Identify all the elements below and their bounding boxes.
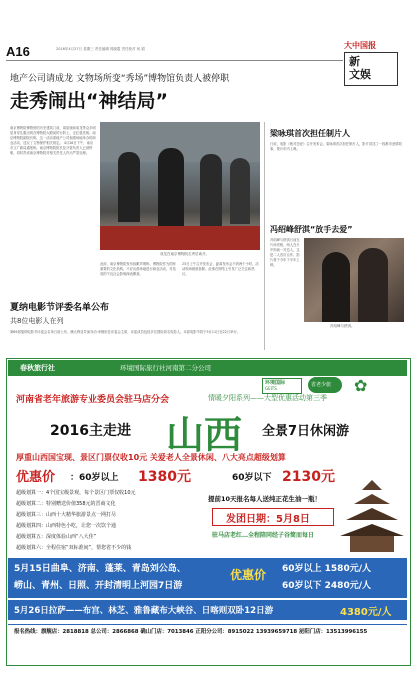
row1-price2: 60岁以下 2480元/人 bbox=[282, 581, 371, 591]
bullet-item: 超级划算三：山西十大精华旅游景点一网打尽 bbox=[16, 512, 117, 518]
lead-body-2: 4月26日下午，南京市文广新局通报称，南京博物院院长及分管负责人已被停职，同时责成南京博物院对相关责任人作出严肃处理。 bbox=[10, 141, 94, 155]
promo-label: 优惠价 bbox=[16, 470, 56, 485]
bullet-item: 超级划算四：山西特色小吃，让您一次饮个通 bbox=[16, 523, 117, 529]
org-name: 河南省老年旅游专业委员会驻马店分会 bbox=[16, 395, 170, 405]
right-col-divider bbox=[264, 122, 265, 350]
highlights: 厚重山西国宝现、景区门票仅收10元 关爱老人全景休闲、八大亮点超级划算 bbox=[16, 453, 286, 462]
price2-label: 60岁以下 bbox=[232, 473, 272, 483]
geits-logo bbox=[262, 378, 302, 394]
photo-figure bbox=[118, 152, 140, 222]
photo-figure bbox=[200, 154, 222, 226]
bullet-item: 超级划算五：深度体验山西“八大佳” bbox=[16, 534, 97, 540]
seal-text: 省老少旅 bbox=[311, 382, 332, 388]
nursing-note: 驻马店老红…全程陪同经子谷简而每日 bbox=[212, 532, 315, 539]
pagoda-base bbox=[350, 536, 394, 552]
lead-body-col2 bbox=[100, 262, 178, 318]
price1: 1380元 bbox=[138, 469, 191, 485]
bullet-item: 超级划算一：4个国宝级景观，每个景区门票仅收10元 bbox=[16, 490, 136, 496]
lead-body-3: 此前，南京博物院发布致歉声明称，博物院作为国家重要的文化机构，不应出借场地进行商业活动，对造成的不良社会影响深表歉意。 bbox=[100, 262, 176, 276]
price2: 2130元 bbox=[282, 469, 335, 485]
pagoda-roof bbox=[346, 508, 398, 520]
logo-sub: GEITS bbox=[265, 386, 277, 391]
pagoda-roof bbox=[354, 494, 390, 504]
lead-body-col3 bbox=[182, 262, 260, 318]
contact-line: 报名热线：旗舰店：2818818 总公司：2866868 确山门店：7013846 正阳分公司：8915022 13939659718 泌阳门店：13513996155 bbox=[14, 629, 368, 635]
dateline: 2016年4月27日 星期三 责任编辑 郭晓霞 责任校对 何 娟 bbox=[56, 47, 145, 51]
right-text-2: 冯绍峰与舒淇日前在片场亮相，两人在片中饰演一对恋人，这是二人首次合作。影片将于今年下半年上映。 bbox=[270, 238, 300, 267]
row1-line-b: 崂山、青州、日照、开封清明上河园7日游 bbox=[14, 581, 183, 591]
lead-body-4: 25日上午召开发布会，距离发布会不到两个小时，活动现场就被拆除。此事在网络上引发广泛关注和热议。 bbox=[182, 262, 259, 276]
flower-icon: ✿ bbox=[354, 376, 368, 395]
logo-text: 环境国际 bbox=[265, 380, 286, 386]
row2-price: 4380元/人 bbox=[340, 607, 392, 618]
bullet-list bbox=[16, 488, 216, 554]
year-line: 2016主走进 bbox=[50, 423, 131, 439]
paper-name-logo: 大中国报 bbox=[344, 40, 376, 50]
price1-label: ：60岁以上 bbox=[70, 473, 119, 483]
right-text-1: 日前，电影《绝对恋爱》召开发布会。梁咏琪首次担任制片人，影片讲述了一段都市爱情故事，预计年内上映。 bbox=[270, 142, 402, 151]
series-line: 情暖夕阳系列——大型优惠活动第三季 bbox=[208, 394, 327, 402]
photo-figure bbox=[322, 252, 350, 322]
brief-subtitle: 共8位电影人在列 bbox=[10, 317, 64, 325]
row1-line-a: 5月15日曲阜、济南、蓬莱、青岛刘公岛、 bbox=[14, 564, 186, 574]
photo-figure bbox=[158, 148, 184, 228]
side-note: 提前10天报名每人送纯正花生油一瓶！ bbox=[208, 495, 322, 503]
seal-badge bbox=[308, 377, 342, 393]
depart-date: 发团日期：5月8日 bbox=[226, 514, 310, 525]
right-headline-2: 冯绍峰舒淇“放手去爱” bbox=[270, 225, 353, 234]
lead-body-col1 bbox=[10, 126, 96, 294]
pagoda-roof bbox=[340, 524, 404, 536]
lead-photo-caption: 成龙在南京博物院走秀后离开。 bbox=[160, 252, 209, 256]
bullet-item: 超级划算二：特别赠送价值358元的晋商文化 bbox=[16, 501, 116, 507]
agency-name: 春秋旅行社 bbox=[20, 364, 55, 372]
photo-figure bbox=[358, 248, 388, 322]
right-photo bbox=[304, 238, 404, 322]
brief-text: 第69届戛纳电影节评委会名单日前公布，澳大利亚导演乔治·米勒担任评委会主席，评委成员包括多位国际知名电影人。本届电影节将于5月11日至22日举行。 bbox=[10, 330, 241, 334]
masthead-rule bbox=[6, 60, 343, 61]
section-label: 新 文娱 bbox=[349, 55, 371, 81]
lead-body-1: 南京博物院博物馆的历史建筑门前，周星驰和成龙等众多明星身穿礼服出现在博物院大殿前的台阶上，走红毯亮相。南京博物院副院长称，这一活动系地产公司租借场地举办的商业活动，违反了文物保护相关规定。 bbox=[10, 126, 96, 145]
big-title-chars: 山西 bbox=[166, 412, 243, 457]
pagoda-illustration bbox=[340, 480, 404, 552]
tour-title: 全景7日休闲游 bbox=[262, 424, 350, 439]
page-code: A16 bbox=[6, 44, 30, 59]
photo-red-carpet bbox=[100, 226, 260, 250]
row2-text: 5月26日拉萨——布宫、林芝、雅鲁藏布大峡谷、日喀则双卧12日游 bbox=[14, 606, 274, 616]
row1-promo: 优惠价 bbox=[230, 568, 267, 582]
agency-line: 环境国际旅行社河南第二分公司 bbox=[120, 364, 211, 372]
right-headline-1: 梁咏琪首次担任制片人 bbox=[270, 129, 350, 138]
bullet-item: 超级划算六：全程住宿“双标准间”，帮您省不少的钱 bbox=[16, 545, 132, 551]
row1-price1: 60岁以上 1580元/人 bbox=[282, 564, 371, 574]
lead-headline: 走秀闹出“神结局” bbox=[10, 90, 168, 112]
lead-photo bbox=[100, 122, 260, 250]
right-photo-caption: 冯绍峰与舒淇。 bbox=[330, 324, 355, 328]
brief-title: 夏纳电影节评委名单公布 bbox=[10, 303, 110, 313]
photo-figure bbox=[230, 158, 250, 224]
lead-subhead: 地产公司请成龙 文物场所变“秀场”博物馆负责人被停职 bbox=[10, 74, 230, 84]
pagoda-roof bbox=[362, 480, 382, 490]
